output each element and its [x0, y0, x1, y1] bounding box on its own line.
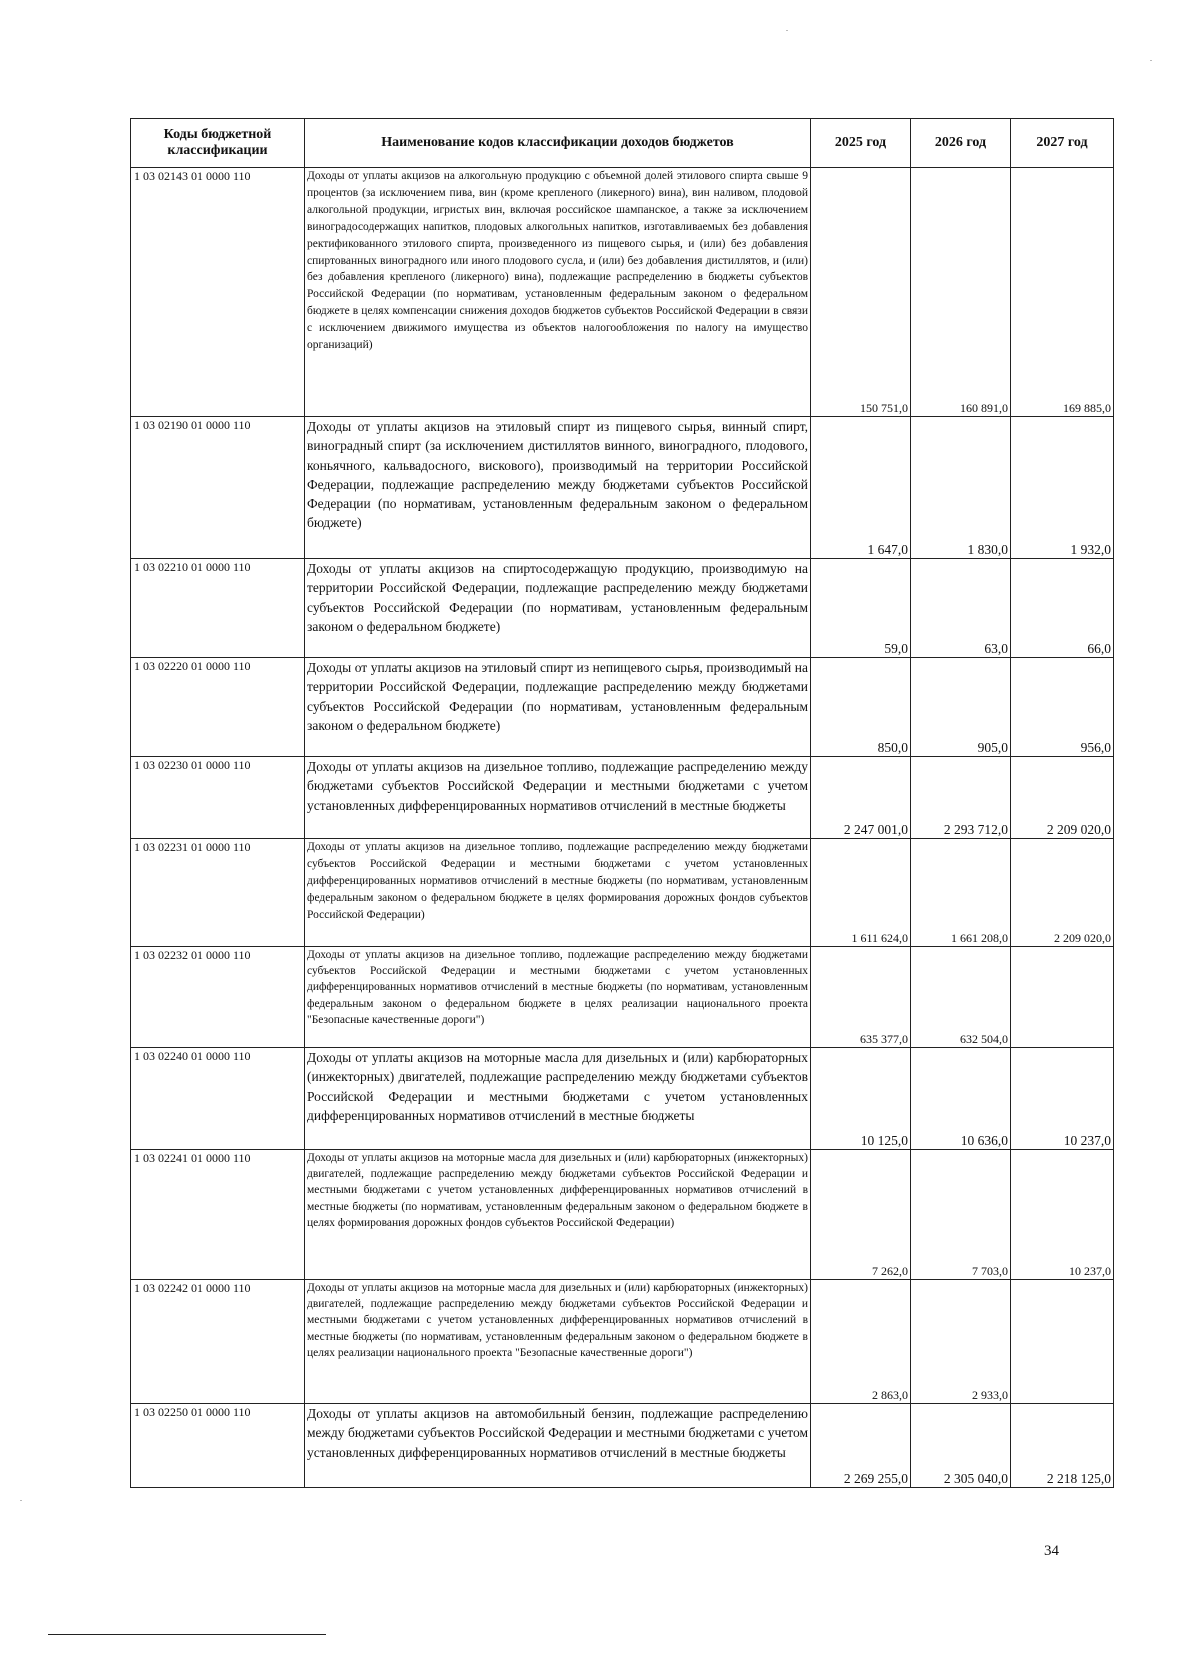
row-code: 1 03 02210 01 0000 110	[131, 559, 305, 658]
row-code: 1 03 02250 01 0000 110	[131, 1404, 305, 1488]
row-name: Доходы от уплаты акцизов на алкогольную продукцию с объемной долей этилового спирта свыше 9 процентов (за исключением пива, вин (кроме крепленого (ликерного) вина), вин наливом, плодовой алкогольной продукции, игристых вин, включая российское шампанское, а также за исключением виноградосодержащих напитков, плодовых алкогольных напитков, изготавливаемых без добавления ректификованного этилового спирта, произведенного из пищевого сырья, и (или) без добавления спиртованных виноградного или иного плодового сусла, и (или) без добавления дистиллятов, и (или) без добавления крепленого (ликерного) вина), подлежащие распределению в бюджеты субъектов Российской Федерации (по нормативам, установленным федеральным законом о федеральном бюджете в целях компенсации снижения доходов бюджетов субъектов Российской Федерации в связи с исключением движимого имущества из объектов налогообложения по налогу на имущество организаций)	[305, 168, 811, 417]
row-code: 1 03 02232 01 0000 110	[131, 947, 305, 1048]
table-row	[131, 1280, 1114, 1404]
table-row	[131, 1404, 1114, 1488]
header-code: Коды бюджетной классификации	[131, 119, 305, 168]
row-name: Доходы от уплаты акцизов на автомобильный бензин, подлежащие распределению между бюджетами субъектов Российской Федерации и местными бюджетами с учетом установленных дифференцированных нормативов отчислений в местные бюджеты	[305, 1404, 811, 1488]
row-value-2027: 1 932,0	[1011, 417, 1114, 559]
row-value-2025: 850,0	[811, 658, 911, 757]
row-value-2027	[1011, 947, 1114, 1048]
scan-speck	[20, 1500, 22, 1501]
row-value-2026: 2 933,0	[911, 1280, 1011, 1404]
row-name: Доходы от уплаты акцизов на дизельное топливо, подлежащие распределению между бюджетами субъектов Российской Федерации и местными бюджетами с учетом установленных дифференцированных нормативов отчислений в местные бюджеты (по нормативам, установленным федеральным законом о федеральном бюджете в целях реализации национального проекта "Безопасные качественные дороги")	[305, 947, 811, 1048]
row-value-2027: 169 885,0	[1011, 168, 1114, 417]
row-name: Доходы от уплаты акцизов на моторные масла для дизельных и (или) карбюраторных (инжекторных) двигателей, подлежащие распределению между бюджетами субъектов Российской Федерации и местными бюджетами с учетом установленных дифференцированных нормативов отчислений в местные бюджеты	[305, 1048, 811, 1150]
scan-speck	[786, 30, 788, 31]
table-row	[131, 417, 1114, 559]
table-row	[131, 757, 1114, 839]
table-row	[131, 839, 1114, 947]
row-value-2025: 150 751,0	[811, 168, 911, 417]
header-2026: 2026 год	[911, 119, 1011, 168]
row-code: 1 03 02220 01 0000 110	[131, 658, 305, 757]
row-value-2025: 7 262,0	[811, 1150, 911, 1280]
row-value-2025: 2 269 255,0	[811, 1404, 911, 1488]
header-2027: 2027 год	[1011, 119, 1114, 168]
header-2025: 2025 год	[811, 119, 911, 168]
row-value-2027: 2 218 125,0	[1011, 1404, 1114, 1488]
revenue-classification-table	[130, 118, 1114, 1488]
table-row	[131, 658, 1114, 757]
row-name: Доходы от уплаты акцизов на дизельное топливо, подлежащие распределению между бюджетами субъектов Российской Федерации и местными бюджетами с учетом установленных дифференцированных нормативов отчислений в местные бюджеты	[305, 757, 811, 839]
row-value-2026: 2 305 040,0	[911, 1404, 1011, 1488]
row-value-2026: 63,0	[911, 559, 1011, 658]
row-name: Доходы от уплаты акцизов на дизельное топливо, подлежащие распределению между бюджетами субъектов Российской Федерации и местными бюджетами с учетом установленных дифференцированных нормативов отчислений в местные бюджеты (по нормативам, установленным федеральным законом о федеральном бюджете в целях формирования дорожных фондов субъектов Российской Федерации)	[305, 839, 811, 947]
row-value-2027: 10 237,0	[1011, 1048, 1114, 1150]
row-value-2026: 7 703,0	[911, 1150, 1011, 1280]
row-value-2027: 2 209 020,0	[1011, 757, 1114, 839]
row-code: 1 03 02240 01 0000 110	[131, 1048, 305, 1150]
header-name: Наименование кодов классификации доходов бюджетов	[305, 119, 811, 168]
row-value-2026: 10 636,0	[911, 1048, 1011, 1150]
row-value-2027: 66,0	[1011, 559, 1114, 658]
table-row	[131, 559, 1114, 658]
row-value-2025: 2 863,0	[811, 1280, 911, 1404]
row-name: Доходы от уплаты акцизов на этиловый спирт из пищевого сырья, винный спирт, виноградный спирт (за исключением дистиллятов винного, виноградного, плодового, коньячного, кальвадосного, вискового), производимый на территории Российской Федерации, подлежащие распределению между бюджетами субъектов Российской Федерации (по нормативам, установленным федеральным законом о федеральном бюджете)	[305, 417, 811, 559]
scan-speck	[1150, 60, 1152, 61]
row-value-2027: 10 237,0	[1011, 1150, 1114, 1280]
row-value-2026: 905,0	[911, 658, 1011, 757]
table-header-row	[131, 119, 1114, 168]
row-code: 1 03 02190 01 0000 110	[131, 417, 305, 559]
footer-divider	[48, 1634, 326, 1635]
row-value-2027: 2 209 020,0	[1011, 839, 1114, 947]
row-value-2027	[1011, 1280, 1114, 1404]
row-value-2025: 1 647,0	[811, 417, 911, 559]
table-row	[131, 168, 1114, 417]
row-value-2026: 1 661 208,0	[911, 839, 1011, 947]
row-value-2025: 635 377,0	[811, 947, 911, 1048]
row-value-2026: 1 830,0	[911, 417, 1011, 559]
table-row	[131, 1048, 1114, 1150]
row-value-2026: 2 293 712,0	[911, 757, 1011, 839]
row-name: Доходы от уплаты акцизов на моторные масла для дизельных и (или) карбюраторных (инжекторных) двигателей, подлежащие распределению между бюджетами субъектов Российской Федерации и местными бюджетами с учетом установленных дифференцированных нормативов отчислений в местные бюджеты (по нормативам, установленным федеральным законом о федеральном бюджете в целях формирования дорожных фондов субъектов Российской Федерации)	[305, 1150, 811, 1280]
row-value-2025: 59,0	[811, 559, 911, 658]
row-name: Доходы от уплаты акцизов на этиловый спирт из непищевого сырья, производимый на территории Российской Федерации, подлежащие распределению между бюджетами субъектов Российской Федерации (по нормативам, установленным федеральным законом о федеральном бюджете)	[305, 658, 811, 757]
row-code: 1 03 02230 01 0000 110	[131, 757, 305, 839]
table-row	[131, 947, 1114, 1048]
row-name: Доходы от уплаты акцизов на спиртосодержащую продукцию, производимую на территории Российской Федерации, подлежащие распределению между бюджетами субъектов Российской Федерации (по нормативам, установленным федеральным законом о федеральном бюджете)	[305, 559, 811, 658]
row-value-2026: 160 891,0	[911, 168, 1011, 417]
row-code: 1 03 02241 01 0000 110	[131, 1150, 305, 1280]
page-number: 34	[1044, 1543, 1059, 1559]
row-name: Доходы от уплаты акцизов на моторные масла для дизельных и (или) карбюраторных (инжекторных) двигателей, подлежащие распределению между бюджетами субъектов Российской Федерации и местными бюджетами с учетом установленных дифференцированных нормативов отчислений в местные бюджеты (по нормативам, установленным федеральным законом о федеральном бюджете в целях реализации национального проекта "Безопасные качественные дороги")	[305, 1280, 811, 1404]
row-code: 1 03 02242 01 0000 110	[131, 1280, 305, 1404]
table-row	[131, 1150, 1114, 1280]
row-value-2025: 1 611 624,0	[811, 839, 911, 947]
row-code: 1 03 02143 01 0000 110	[131, 168, 305, 417]
row-value-2025: 10 125,0	[811, 1048, 911, 1150]
row-code: 1 03 02231 01 0000 110	[131, 839, 305, 947]
row-value-2026: 632 504,0	[911, 947, 1011, 1048]
row-value-2027: 956,0	[1011, 658, 1114, 757]
row-value-2025: 2 247 001,0	[811, 757, 911, 839]
